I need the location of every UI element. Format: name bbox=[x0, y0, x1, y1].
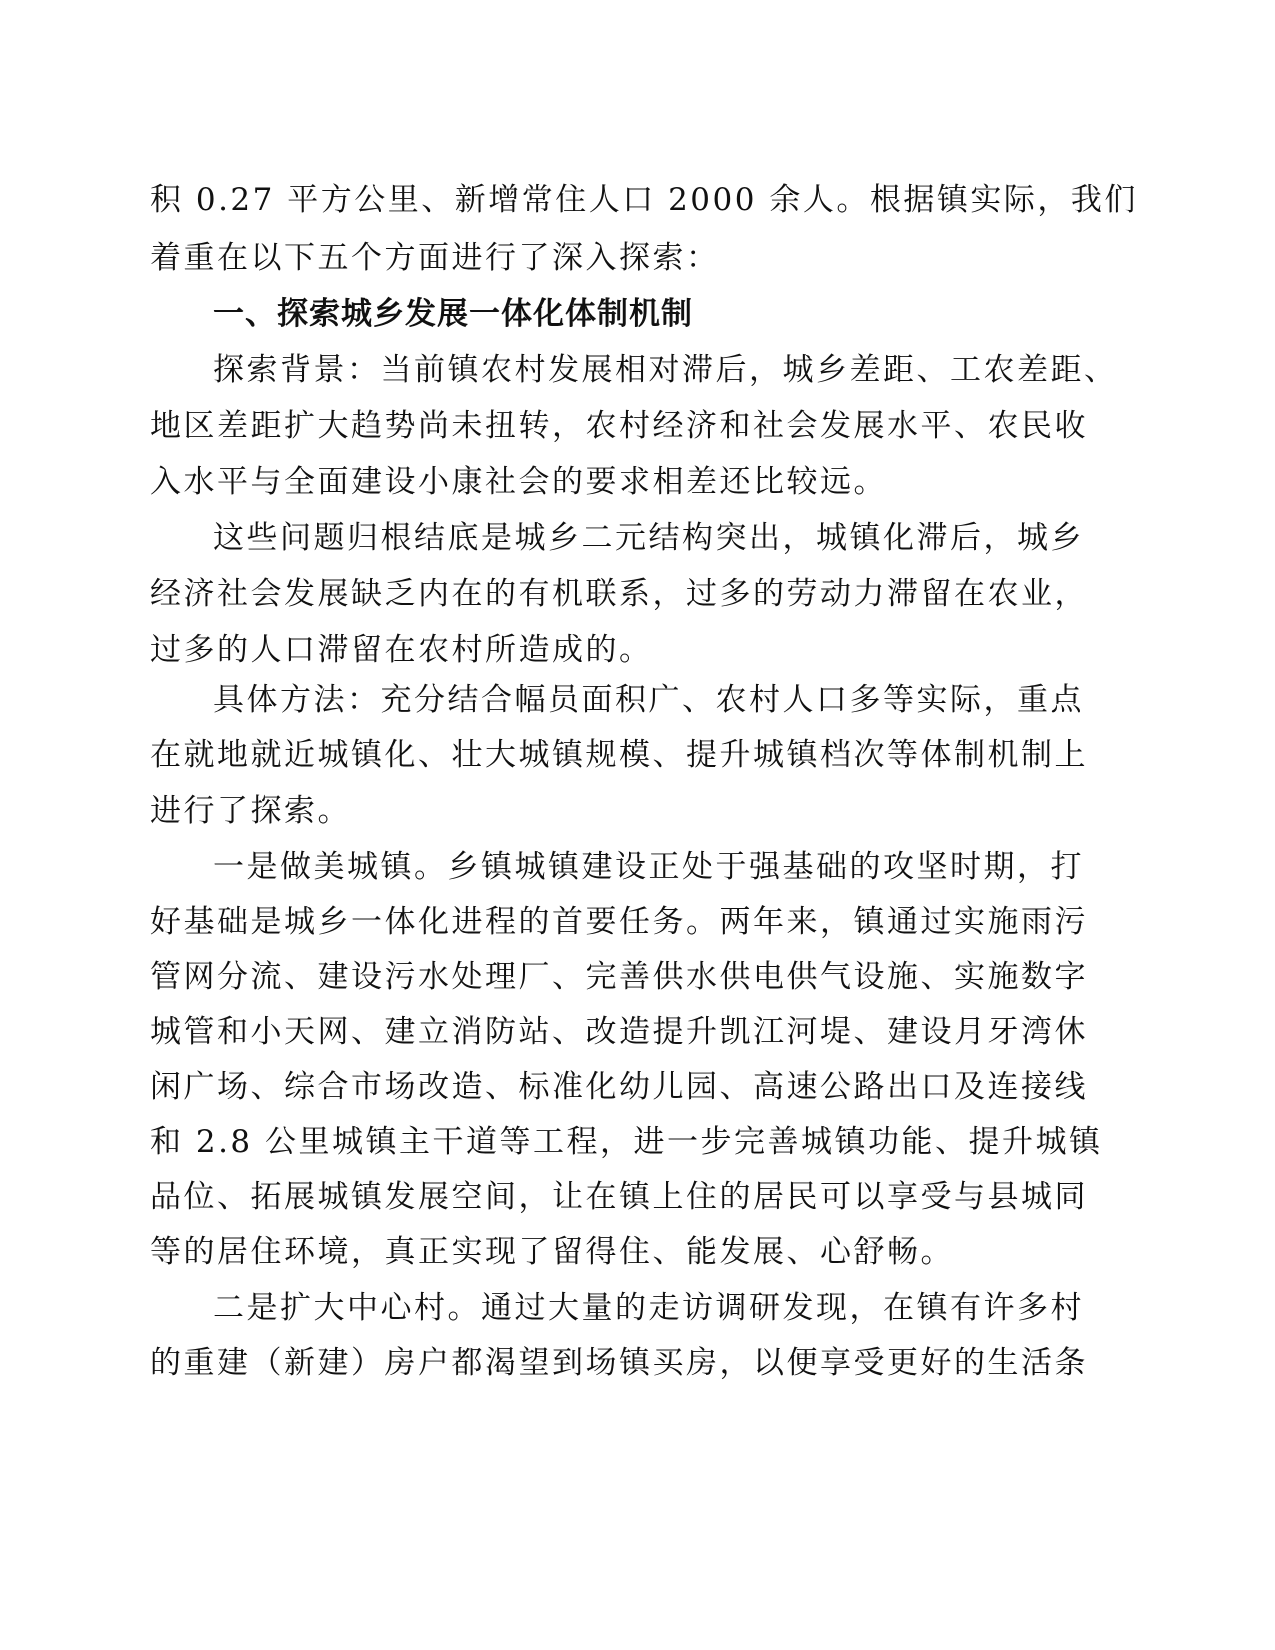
paragraph-start: 探索背景：当前镇农村发展相对滞后，城乡差距、工农差距、 bbox=[213, 352, 1118, 388]
text-line: 好基础是城乡一体化进程的首要任务。两年来，镇通过实施雨污 bbox=[150, 904, 1088, 940]
text-line: 经济社会发展缺乏内在的有机联系，过多的劳动力滞留在农业， bbox=[150, 576, 1088, 612]
text-line: 在就地就近城镇化、壮大城镇规模、提升城镇档次等体制机制上 bbox=[150, 737, 1088, 773]
text-line: 进行了探索。 bbox=[150, 793, 351, 829]
text-line: 品位、拓展城镇发展空间，让在镇上住的居民可以享受与县城同 bbox=[150, 1179, 1088, 1215]
paragraph-start: 一是做美城镇。乡镇城镇建设正处于强基础的攻坚时期，打 bbox=[213, 849, 1084, 885]
text-line: 闲广场、综合市场改造、标准化幼儿园、高速公路出口及连接线 bbox=[150, 1069, 1088, 1105]
text-line: 积 0.27 平方公里、新增常住人口 2000 余人。根据镇实际，我们 bbox=[150, 182, 1138, 218]
text-line: 的重建（新建）房户都渴望到场镇买房，以便享受更好的生活条 bbox=[150, 1345, 1088, 1381]
text-line: 管网分流、建设污水处理厂、完善供水供电供气设施、实施数字 bbox=[150, 959, 1088, 995]
text-line: 入水平与全面建设小康社会的要求相差还比较远。 bbox=[150, 464, 887, 500]
text-line: 城管和小天网、建立消防站、改造提升凯江河堤、建设月牙湾休 bbox=[150, 1014, 1088, 1050]
paragraph-start: 具体方法：充分结合幅员面积广、农村人口多等实际，重点 bbox=[213, 682, 1084, 718]
text-line: 和 2.8 公里城镇主干道等工程，进一步完善城镇功能、提升城镇 bbox=[150, 1124, 1103, 1160]
text-line: 着重在以下五个方面进行了深入探索： bbox=[150, 240, 720, 276]
text-line: 地区差距扩大趋势尚未扭转，农村经济和社会发展水平、农民收 bbox=[150, 408, 1088, 444]
paragraph-start: 二是扩大中心村。通过大量的走访调研发现，在镇有许多村 bbox=[213, 1290, 1084, 1326]
section-heading: 一、探索城乡发展一体化体制机制 bbox=[213, 296, 693, 332]
text-line: 过多的人口滞留在农村所造成的。 bbox=[150, 632, 653, 668]
paragraph-start: 这些问题归根结底是城乡二元结构突出，城镇化滞后，城乡 bbox=[213, 520, 1084, 556]
text-line: 等的居住环境，真正实现了留得住、能发展、心舒畅。 bbox=[150, 1234, 954, 1270]
